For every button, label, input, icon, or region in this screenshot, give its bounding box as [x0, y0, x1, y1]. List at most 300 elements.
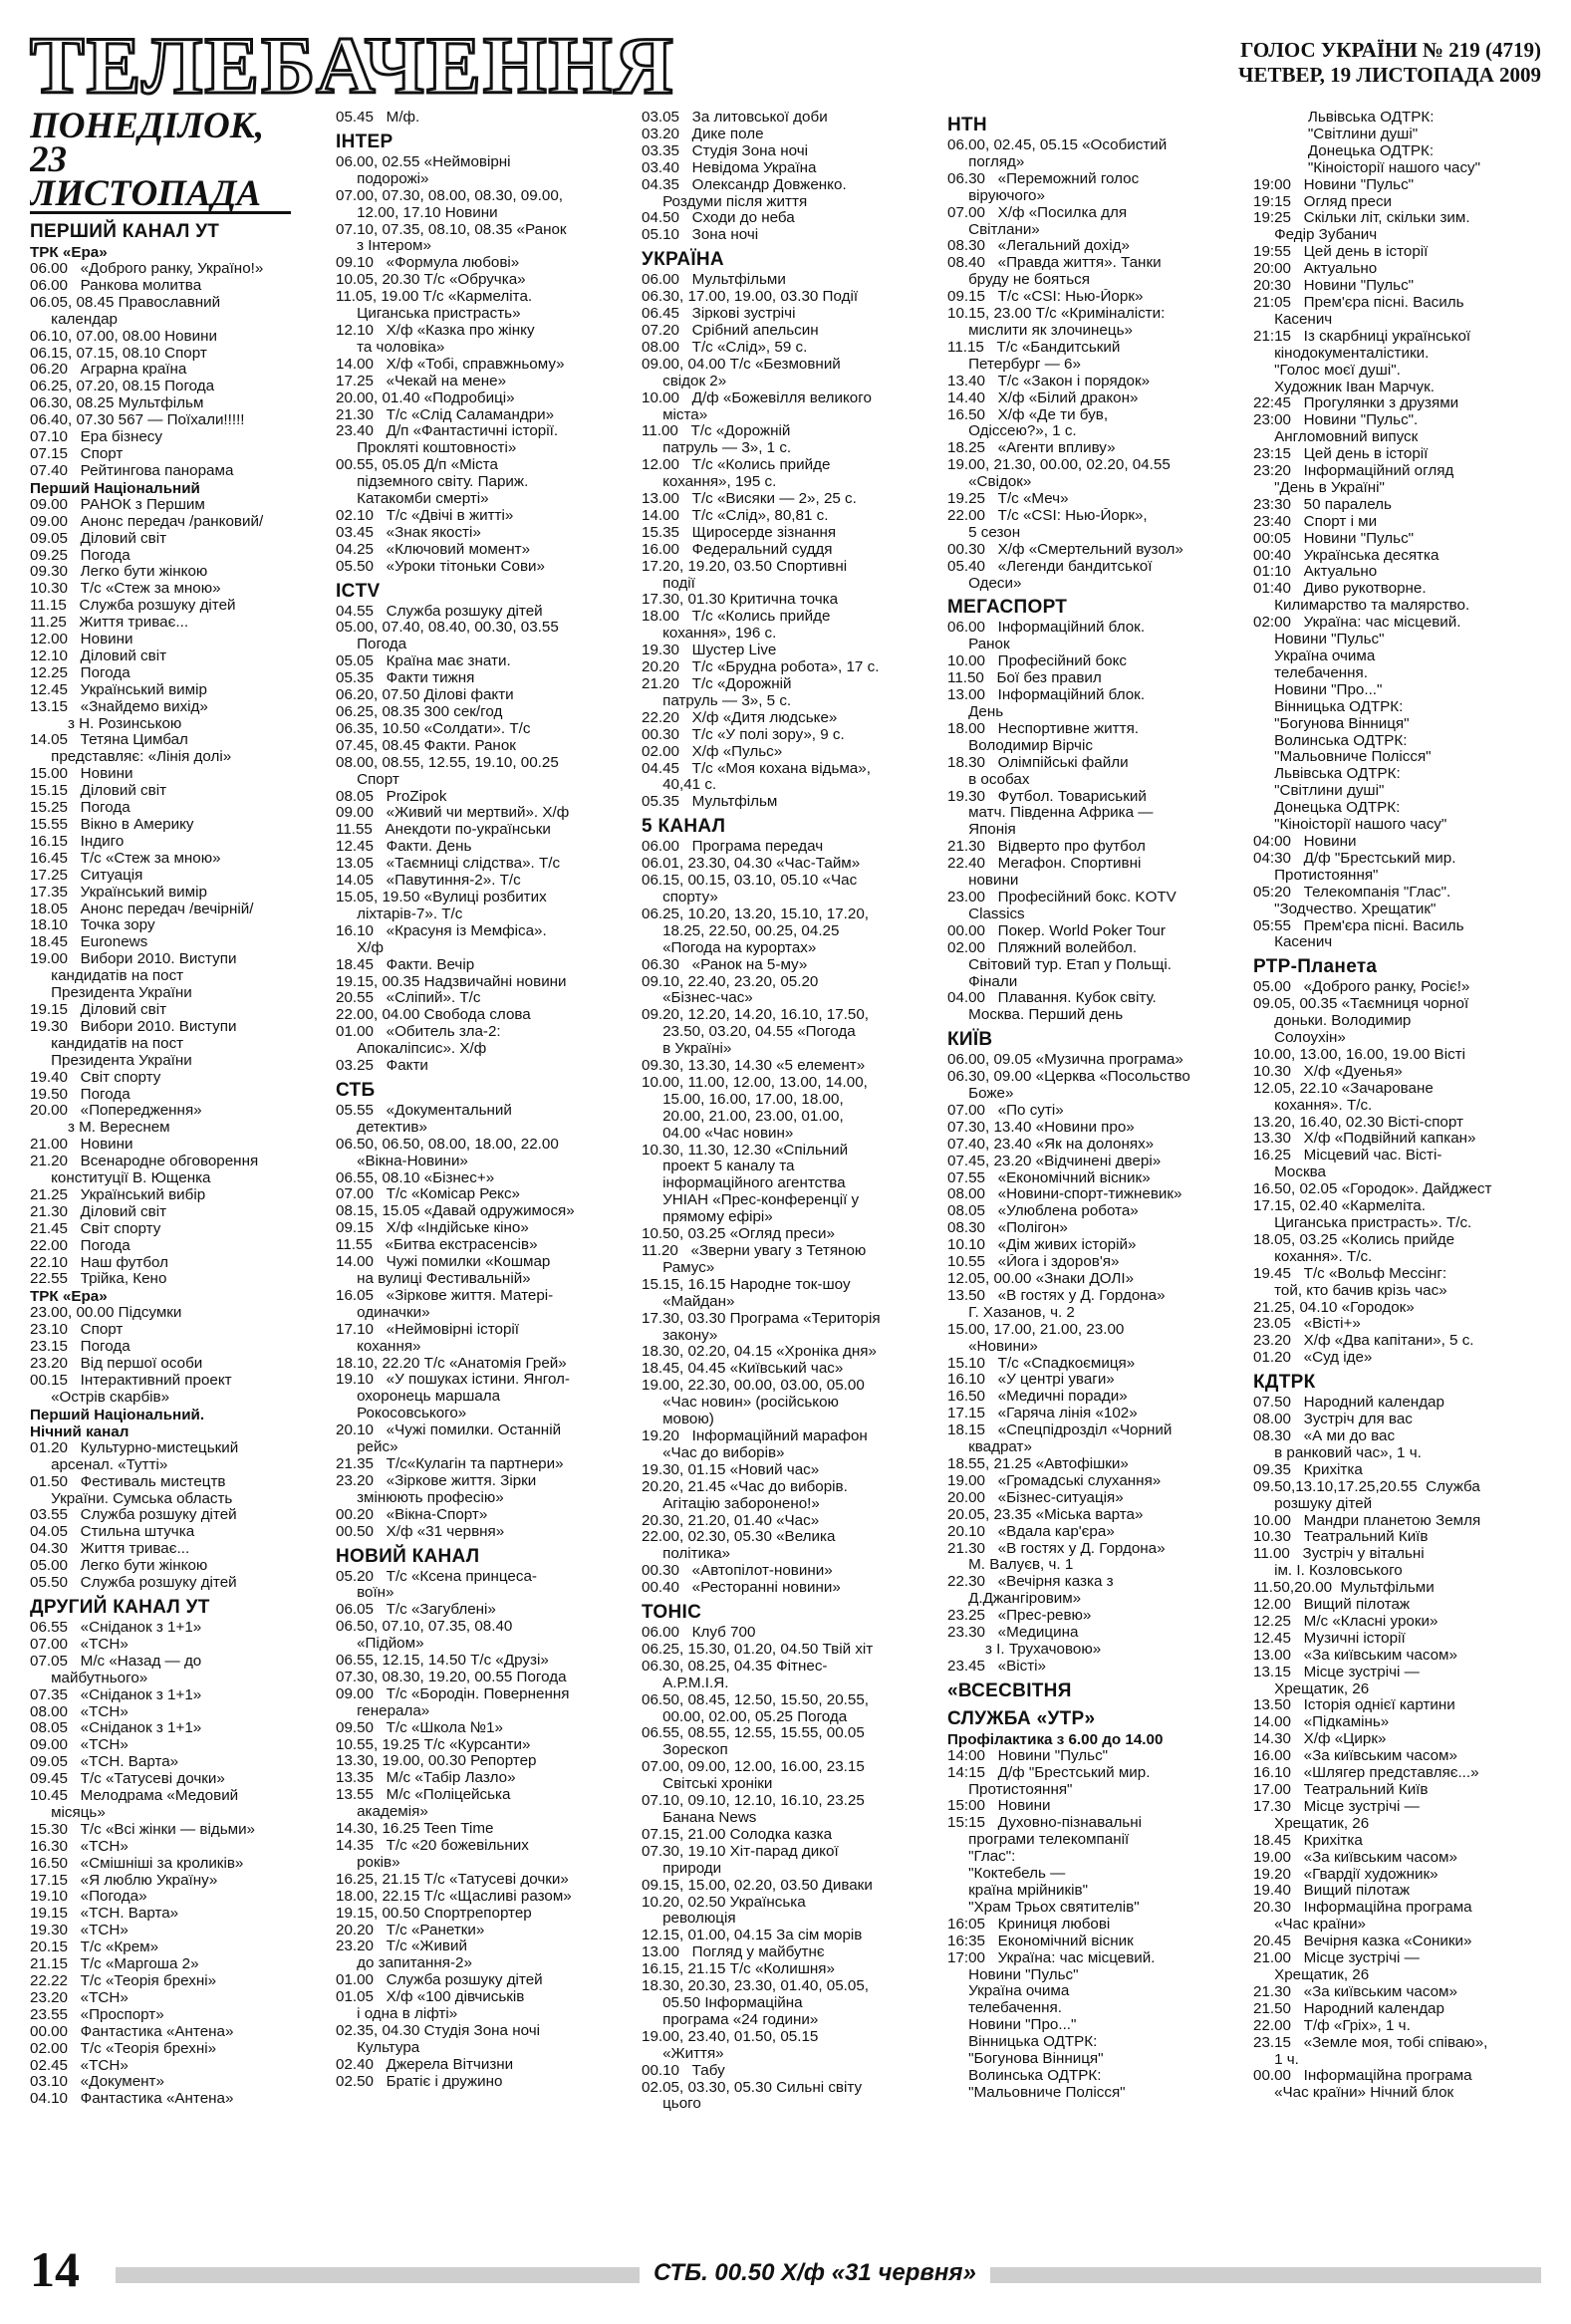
program-line: 22.00 Погода [30, 1237, 131, 1254]
program-line: з Інтером» [336, 238, 431, 255]
issue-date: ЧЕТВЕР, 19 ЛИСТОПАДА 2009 [1238, 63, 1541, 87]
program-line: 15.10 Т/с «Спадкоємиця» [947, 1355, 1136, 1372]
program-line: 07.00 Х/ф «Посилка для [947, 204, 1128, 221]
program-line: 08.30 «Легальний дохід» [947, 238, 1130, 255]
program-line: 12.00, 17.10 Новини [336, 204, 498, 221]
program-line: 10.50, 03.25 «Огляд преси» [642, 1226, 835, 1243]
program-line: 04.10 Фантастика «Антена» [30, 2091, 234, 2108]
program-line: 12.45 Музичні історії [1253, 1630, 1406, 1647]
channel-heading: 5 КАНАЛ [642, 816, 726, 838]
program-line: Львівська ОДТРК: [1253, 110, 1435, 126]
program-line: 00.20 «Вікна-Спорт» [336, 1506, 488, 1523]
program-line: 19.30, 01.15 «Новий час» [642, 1461, 820, 1478]
program-line: 00.00 Фантастика «Антена» [30, 2023, 234, 2040]
program-line: 03.55 Служба розшуку дітей [30, 1507, 237, 1524]
program-line: 20.00, 21.00, 23.00, 01.00, [642, 1108, 844, 1125]
program-line: 05.05 Країна має знати. [336, 653, 511, 670]
program-line: «Погода на курортах» [642, 939, 817, 956]
program-line: 06.01, 23.30, 04.30 «Час-Тайм» [642, 856, 861, 873]
program-line: 12.25 Погода [30, 664, 131, 681]
program-line: 06.45 Зіркові зустрічі [642, 306, 796, 323]
program-line: 01.05 Х/ф «100 дівчиськів [336, 1989, 525, 2006]
program-line: 00.30 Т/с «У полі зору», 9 с. [642, 726, 845, 743]
program-line: 17.25 Ситуація [30, 867, 143, 884]
program-line: «Острів скарбів» [30, 1389, 170, 1406]
program-line: кандидатів на пост [30, 968, 184, 985]
program-line: «Бізнес-час» [642, 990, 753, 1007]
program-line: 09.05 Діловий світ [30, 530, 167, 547]
program-line: 00.00 Інформаційна програма [1253, 2068, 1472, 2085]
program-line: "День в Україні" [1253, 479, 1385, 496]
program-line: 12.00 Новини [30, 632, 133, 648]
program-line: Англомовний випуск [1253, 429, 1419, 446]
program-line: свідок 2» [642, 373, 727, 389]
program-line: 22.00 Т/с «CSI: Нью-Йорк», [947, 507, 1148, 524]
program-line: 19.10 «Погода» [30, 1889, 147, 1906]
program-line: 05.00, 07.40, 08.40, 00.30, 03.55 [336, 620, 559, 637]
program-line: 18.05 Анонс передач /вечірній/ [30, 901, 254, 917]
program-line: програма «24 години» [642, 2011, 819, 2028]
program-line: кохання». Т/с. [1253, 1097, 1373, 1114]
program-line: і одна в ліфті» [336, 2006, 458, 2023]
program-line: кохання», 196 с. [642, 626, 777, 643]
program-line: 21.30 Діловий світ [30, 1203, 167, 1220]
program-line: України. Сумська область [30, 1490, 233, 1507]
program-line: Касенич [1253, 311, 1333, 328]
program-line: Новини "Про..." [1253, 681, 1383, 698]
program-line: 20.10 «Вдала кар'єра» [947, 1523, 1115, 1540]
program-line: "Світлини душі" [1253, 783, 1385, 800]
program-line: майбутнього» [30, 1670, 148, 1686]
program-line: 09.00 Т/с «Бородін. Повернення [336, 1685, 570, 1702]
channel-heading: НТН [947, 115, 987, 135]
program-line: 03.35 Студія Зона ночі [642, 142, 808, 159]
program-line: Світлани» [947, 221, 1040, 238]
program-line: одиначки» [336, 1304, 430, 1321]
program-line: 00:40 Українська десятка [1253, 547, 1440, 564]
program-line: 19.15, 00.35 Надзвичайні новини [336, 973, 567, 990]
program-line: 06.15, 07.15, 08.10 Спорт [30, 345, 207, 362]
program-line: 17:00 Україна: час місцевий. [947, 1949, 1156, 1966]
program-line: 19.00, 23.40, 01.50, 05.15 [642, 2028, 819, 2045]
program-line: 15.35 Щиросерде зізнання [642, 524, 837, 541]
program-line: країна мрійників" [947, 1883, 1089, 1899]
program-line: 19:00 Новини "Пульс" [1253, 176, 1415, 193]
program-line: той, кто бачив крізь час» [1253, 1282, 1447, 1299]
program-line: представляє: «Лінія долі» [30, 749, 232, 766]
section-title: ТЕЛЕБАЧЕННЯ [30, 20, 675, 111]
program-line: 23.05 «Вісті+» [1253, 1316, 1361, 1333]
program-line: 07.45, 08.45 Факти. Ранок [336, 737, 516, 754]
issue-number: ГОЛОС УКРАЇНИ № 219 (4719) [1240, 38, 1541, 62]
program-line: 02.40 Джерела Вітчизни [336, 2056, 514, 2073]
program-line: «Час до виборів» [642, 1444, 785, 1461]
block-heading: Нічний канал [30, 1422, 130, 1440]
program-line: інформаційного агентства [642, 1175, 846, 1192]
program-line: 40,41 с. [642, 777, 717, 794]
program-line: Килимарство та малярство. [1253, 598, 1470, 615]
program-line: 18.05, 03.25 «Колись прийде [1253, 1231, 1455, 1248]
program-line: 06.40, 07.30 567 — Поїхали!!!!! [30, 412, 245, 429]
program-line: ім. І. Козловського [1253, 1563, 1403, 1580]
program-line: 08.30 «А ми до вас [1253, 1427, 1396, 1444]
channel-heading: СТБ [336, 1079, 376, 1101]
program-line: Світовий тур. Етап у Польщі. [947, 956, 1172, 973]
program-line: Хрещатик, 26 [1253, 1966, 1370, 1983]
program-line: 23.50, 03.20, 04.55 «Погода [642, 1024, 856, 1041]
program-line: 23.20 Х/ф «Два капітани», 5 с. [1253, 1333, 1474, 1350]
program-line: 22.55 Трійка, Кено [30, 1271, 167, 1288]
program-line: 01.00 «Обитель зла-2: [336, 1024, 501, 1041]
program-line: 16.15 Індиго [30, 833, 125, 850]
program-line: 12.00 Вищий пілотаж [1253, 1597, 1411, 1614]
program-line: 09.15 Х/ф «Індійське кіно» [336, 1220, 529, 1237]
program-line: 16.50 «Медичні поради» [947, 1389, 1128, 1406]
program-line: 19.40 Світ спорту [30, 1069, 161, 1086]
program-line: 23.20 «Зіркове життя. Зірки [336, 1472, 537, 1489]
program-line: Президента України [30, 1052, 192, 1069]
program-line: 09.50 Т/с «Школа №1» [336, 1719, 503, 1736]
program-line: 15:15 Духовно-пізнавальні [947, 1815, 1142, 1832]
program-line: 11.20 «Зверни увагу з Тетяною [642, 1243, 867, 1259]
program-line: 22.20 Х/ф «Дитя людське» [642, 709, 838, 726]
program-line: з Н. Розинською [30, 715, 182, 732]
program-line: 12.45 Факти. День [336, 839, 472, 856]
program-line: 11.05, 19.00 Т/с «Кармеліта. [336, 289, 533, 306]
program-line: Володимир Вірчіс [947, 737, 1093, 754]
program-line: 23:15 Цей день в історії [1253, 446, 1429, 463]
program-line: охоронець маршала [336, 1389, 501, 1406]
program-line: 07.10, 07.35, 08.10, 08.35 «Ранок [336, 221, 567, 238]
program-line: 19.30 Футбол. Товариський [947, 788, 1147, 805]
program-line: Зорескоп [642, 1742, 728, 1759]
program-line: 17.15, 02.40 «Кармеліта. [1253, 1198, 1426, 1215]
program-line: 15.00 Новини [30, 766, 133, 783]
program-line: 03.20 Дике поле [642, 126, 764, 142]
program-line: 16.00 «За київським часом» [1253, 1748, 1457, 1765]
program-line: 03.05 За литовської доби [642, 110, 828, 126]
program-line: 21.50 Народний календар [1253, 2000, 1444, 2017]
program-line: 19.15 Діловий світ [30, 1001, 167, 1018]
program-line: 18.45 Факти. Вечір [336, 956, 475, 973]
program-line: 15.05, 19.50 «Вулиці розбитих [336, 889, 547, 905]
program-line: "Світлини душі" [1253, 126, 1419, 142]
program-line: 10.30 Х/ф «Дуенья» [1253, 1063, 1403, 1080]
program-line: 18.45 Euronews [30, 934, 148, 951]
program-line: 16.10 «У центрі уваги» [947, 1372, 1115, 1389]
program-line: 19.30 Вибори 2010. Виступи [30, 1018, 237, 1035]
program-line: «Новини» [947, 1338, 1038, 1355]
channel-heading: НОВИЙ КАНАЛ [336, 1545, 480, 1567]
program-line: 06.25, 07.20, 08.15 Погода [30, 379, 215, 395]
program-line: 10.55, 19.25 Т/с «Курсанти» [336, 1736, 531, 1753]
program-line: 06.55, 12.15, 14.50 Т/с «Друзі» [336, 1653, 549, 1670]
program-line: М. Валуєв, ч. 1 [947, 1557, 1074, 1574]
program-line: 16.10 «Красуня із Мемфіса». [336, 922, 547, 939]
program-line: 22:45 Прогулянки з друзями [1253, 395, 1459, 412]
listing-column-2 [336, 110, 597, 2241]
program-line: 09.15 Т/с «CSI: Нью-Йорк» [947, 289, 1144, 306]
program-line: 18.15 «Спецпідрозділ «Чорний [947, 1422, 1173, 1439]
program-line: 07.40, 23.40 «Як на долонях» [947, 1136, 1155, 1153]
program-line: 09.15, 15.00, 02.20, 03.50 Диваки [642, 1877, 873, 1894]
program-line: 21.30 «В гостях у Д. Гордона» [947, 1540, 1166, 1557]
program-line: 06.30, 08.25, 04.35 Фітнес- [642, 1658, 828, 1675]
program-line: Україна очима [947, 1983, 1070, 2000]
program-line: Волинська ОДТРК: [947, 2067, 1102, 2084]
program-line: Вінницька ОДТРК: [947, 2034, 1098, 2051]
program-line: Федір Зубанич [1253, 227, 1378, 244]
program-line: 06.35, 10.50 «Солдати». Т/с [336, 720, 531, 737]
program-line: 08.40 «Правда життя». Танки [947, 255, 1162, 272]
program-line: 17.15 «Я люблю Україну» [30, 1872, 218, 1889]
program-line: "Мальовниче Полісся" [1253, 749, 1432, 766]
program-line: 23.20 Т/с «Живий [336, 1938, 467, 1955]
program-line: 20:00 Актуально [1253, 261, 1378, 278]
program-line: 23.15 Погода [30, 1339, 131, 1356]
program-line: 21.45 Світ спорту [30, 1220, 161, 1237]
program-line: 04:00 Новини [1253, 833, 1357, 850]
program-line: 16:05 Криниця любові [947, 1916, 1111, 1933]
program-line: 19.30 Шустер Live [642, 643, 777, 659]
program-line: Г. Хазанов, ч. 2 [947, 1304, 1075, 1321]
program-line: 15.00, 16.00, 17.00, 18.00, [642, 1091, 844, 1108]
program-line: 01.20 Культурно-мистецький [30, 1439, 239, 1456]
program-line: 20.30, 21.20, 01.40 «Час» [642, 1512, 820, 1529]
listing-column-1 [30, 110, 291, 2241]
program-line: 21.20 Т/с «Дорожній [642, 676, 792, 692]
program-line: Волинська ОДТРК: [1253, 732, 1408, 749]
program-line: 20:30 Новини "Пульс" [1253, 278, 1415, 295]
program-line: Апокаліпсис». Х/ф [336, 1041, 487, 1058]
program-line: Рокосовського» [336, 1406, 467, 1422]
program-line: 11.50 Бої без правил [947, 670, 1102, 687]
program-line: 07.20 Срібний апельсин [642, 322, 819, 339]
program-line: Новини "Про..." [947, 2017, 1077, 2034]
program-line: 16.25 Місцевий час. Вісті- [1253, 1148, 1442, 1164]
program-line: 09.00, 04.00 Т/с «Безмовний [642, 356, 841, 373]
program-line: 18.25 «Агенти впливу» [947, 440, 1116, 457]
program-line: 13.00 «За київським часом» [1253, 1647, 1457, 1664]
program-line: 07.00, 09.00, 12.00, 16.00, 23.15 [642, 1759, 865, 1776]
channel-heading: ТОНІС [642, 1602, 702, 1624]
program-line: 10.30 Т/с «Стеж за мною» [30, 581, 221, 598]
program-line: подорожі» [336, 170, 429, 187]
program-line: "Кіноісторії нашого часу" [1253, 817, 1447, 834]
program-line: 00.30 «Автопілот-новини» [642, 1563, 833, 1580]
program-line: 19:55 Цей день в історії [1253, 244, 1429, 261]
program-line: мовою) [642, 1412, 714, 1428]
program-line: 06.15, 00.15, 03.10, 05.10 «Час [642, 873, 858, 890]
program-line: 14.30 Х/ф «Цирк» [1253, 1731, 1387, 1748]
program-line: 07.15 Спорт [30, 445, 124, 462]
program-line: Солоухін» [1253, 1030, 1346, 1047]
program-line: 18.25, 22.50, 00.25, 04.25 [642, 922, 840, 939]
program-line: 1 ч. [1253, 2051, 1299, 2068]
program-line: 17.35 Український вимір [30, 884, 207, 901]
program-line: 07.45, 23.20 «Відчинені двері» [947, 1153, 1162, 1169]
program-line: 05.50 Інформаційна [642, 1994, 803, 2011]
program-line: 06.00 Програма передач [642, 839, 824, 856]
program-line: 17.30, 03.30 Програма «Територія [642, 1310, 881, 1327]
channel-heading: СЛУЖБА «УТР» [947, 1707, 1096, 1729]
program-line: 17.10 «Неймовірні історії [336, 1321, 520, 1338]
program-line: 23.15 «Земле моя, тобі співаю», [1253, 2034, 1488, 2051]
program-line: 13.55 М/с «Поліцейська [336, 1787, 511, 1804]
program-line: 14.05 Тетяна Цимбал [30, 732, 188, 749]
program-line: 20.00, 01.40 «Подробиці» [336, 389, 515, 406]
channel-heading: УКРАЇНА [642, 249, 724, 271]
program-line: Львівська ОДТРК: [1253, 766, 1401, 783]
program-line: "Богунова Вінниця" [1253, 715, 1410, 732]
program-line: 09.05 «ТСН. Варта» [30, 1754, 179, 1771]
program-line: місяць» [30, 1804, 106, 1821]
program-line: 01.20 «Суд іде» [1253, 1350, 1373, 1367]
program-line: 20.10 «Чужі помилки. Останній [336, 1422, 562, 1439]
program-line: розшуку дітей [1253, 1495, 1373, 1512]
program-line: "Храм Трьох святителів" [947, 1899, 1140, 1916]
program-line: УНІАН «Прес-конференції у [642, 1192, 860, 1209]
program-line: 08.00 «ТСН» [30, 1703, 129, 1720]
program-line: 01.00 Служба розшуку дітей [336, 1972, 543, 1989]
program-line: 22.40 Мегафон. Спортивні [947, 856, 1142, 873]
program-line: "Кіноісторії нашого часу" [1253, 159, 1481, 176]
program-line: кінодокументалістики. [1253, 345, 1430, 362]
program-line: 20.20 Т/с «Ранетки» [336, 1922, 485, 1938]
block-heading: Перший Національний. [30, 1406, 205, 1423]
program-line: 23.20 «ТСН» [30, 1989, 129, 2006]
program-line: 19.20 Інформаційний марафон [642, 1427, 868, 1444]
listing-column-4 [947, 110, 1208, 2241]
program-line: Фінали [947, 973, 1018, 990]
program-line: 22.22 Т/с «Теорія брехні» [30, 1973, 217, 1989]
program-line: 11.50,20.00 Мультфільми [1253, 1580, 1435, 1597]
program-line: 13.15 Місце зустрічі — [1253, 1664, 1420, 1680]
block-heading: ТРК «Ера» [30, 244, 108, 261]
day-heading: ПОНЕДІЛОК, 23 ЛИСТОПАДА [30, 110, 291, 214]
program-line: 11.55 «Битва екстрасенсів» [336, 1237, 538, 1254]
program-line: 18.00 Неспортивне життя. [947, 720, 1140, 737]
program-line: Новини "Пульс" [947, 1966, 1079, 1983]
program-line: 23.10 Спорт [30, 1322, 124, 1339]
program-line: 23.25 «Прес-ревю» [947, 1608, 1092, 1625]
channel-heading: КДТРК [1253, 1372, 1316, 1394]
masthead [30, 20, 1541, 111]
program-line: кохання», 195 с. [642, 474, 777, 491]
program-line: 18.10, 22.20 Т/с «Анатомія Грей» [336, 1355, 567, 1372]
program-line: 19.15, 00.50 Спортрепортер [336, 1905, 532, 1922]
program-line: 23:20 Інформаційний огляд [1253, 463, 1454, 480]
program-line: Роздуми після життя [642, 193, 808, 210]
program-line: 09.25 Погода [30, 547, 131, 564]
program-line: 20.00 «Попередження» [30, 1103, 202, 1120]
program-line: 00.30 Х/ф «Смертельний вузол» [947, 541, 1183, 558]
program-line: 13.15 «Знайдемо вихід» [30, 698, 208, 715]
program-line: 22.00 Т/ф «Гріх», 1 ч. [1253, 2017, 1411, 2034]
program-line: детектив» [336, 1119, 427, 1136]
program-line: патруль — 3», 5 с. [642, 692, 792, 709]
program-line: 13.00 Погляд у майбутнє [642, 1944, 825, 1961]
program-line: 11.55 Анекдоти по-українськи [336, 822, 551, 839]
program-line: проект 5 каналу та [642, 1159, 795, 1175]
program-line: Х/ф [336, 939, 384, 956]
program-line: 18.55, 21.25 «Автофішки» [947, 1455, 1129, 1472]
program-line: 17.25 «Чекай на мене» [336, 373, 507, 389]
program-line: 19.10 «У пошуках істини. Янгол- [336, 1372, 570, 1389]
program-line: 04.35 Олександр Довженко. [642, 176, 847, 193]
program-line: політика» [642, 1546, 730, 1563]
program-line: 18.10 Точка зору [30, 917, 155, 934]
program-line: 06.30, 09.00 «Церква «Посольство [947, 1069, 1190, 1086]
block-heading: ТРК «Ера» [30, 1288, 108, 1306]
tv-listings [30, 110, 1544, 2241]
program-line: Художник Іван Марчук. [1253, 379, 1435, 395]
program-line: 04.00 «Час новин» [642, 1125, 794, 1142]
program-line: 12.05, 00.00 «Знаки ДОЛІ» [947, 1271, 1135, 1287]
program-line: мислити як злочинець» [947, 322, 1133, 339]
program-line: 23.20 Від першої особи [30, 1356, 203, 1373]
program-line: 21:05 Прем'єра пісні. Василь [1253, 294, 1464, 311]
program-line: 18.45, 04.45 «Київський час» [642, 1361, 844, 1378]
program-line: 16.30 «ТСН» [30, 1838, 129, 1855]
program-line: 05.00 «Доброго ранку, Росіє!» [1253, 979, 1470, 996]
program-line: 12.10 Діловий світ [30, 647, 167, 664]
program-line: 13.50 «В гостях у Д. Гордона» [947, 1287, 1166, 1304]
program-line: 10.00, 13.00, 16.00, 19.00 Вісті [1253, 1046, 1465, 1063]
program-line: 15.25 Погода [30, 800, 131, 817]
program-line: 02:00 Україна: час місцевий. [1253, 615, 1461, 632]
program-line: Москва. Перший день [947, 1007, 1124, 1024]
program-line: Вінницька ОДТРК: [1253, 698, 1404, 715]
program-line: 17.15 «Гаряча лінія «102» [947, 1406, 1138, 1422]
program-line: 08.05 «Сніданок з 1+1» [30, 1720, 202, 1737]
program-line: "Мальовниче Полісся" [947, 2084, 1126, 2101]
program-line: 11.15 Т/с «Бандитський [947, 339, 1121, 356]
program-line: 09.00 «ТСН» [30, 1737, 129, 1754]
program-line: квадрат» [947, 1439, 1032, 1456]
program-line: 23:00 Новини "Пульс". [1253, 412, 1419, 429]
issue-info [1238, 38, 1541, 88]
program-line: 02.00 Пляжний волейбол. [947, 939, 1138, 956]
program-line: закону» [642, 1327, 718, 1344]
program-line: 04.45 Т/с «Моя кохана відьма», [642, 760, 871, 777]
program-line: 23:40 Спорт і ми [1253, 513, 1378, 530]
program-line: цього [642, 2096, 701, 2113]
program-line: 07.10 Ера бізнесу [30, 429, 162, 446]
program-line: 12.00 Т/с «Колись прийде [642, 457, 831, 474]
program-line: 23.45 «Вісті» [947, 1658, 1046, 1675]
program-line: новини [947, 873, 1019, 890]
program-line: 21.00 Місце зустрічі — [1253, 1950, 1420, 1967]
program-line: 06.00, 09.05 «Музична програма» [947, 1052, 1183, 1069]
program-line: Погода [336, 637, 407, 653]
program-line: 18.00 Т/с «Колись прийде [642, 609, 831, 626]
program-line: Циганська пристрасть». Т/с. [1253, 1215, 1472, 1231]
program-line: 13.50 Історія однієї картини [1253, 1697, 1455, 1714]
program-line: 22.10 Наш футбол [30, 1254, 169, 1271]
program-line: генерала» [336, 1702, 430, 1719]
program-line: 04.05 Стильна штучка [30, 1524, 195, 1541]
program-line: Донецька ОДТРК: [1253, 142, 1435, 159]
program-line: революція [642, 1911, 736, 1928]
program-line: 07.30, 13.40 «Новини про» [947, 1119, 1135, 1136]
program-line: 19.00 «Громадські слухання» [947, 1472, 1162, 1489]
program-line: 13.35 М/с «Табір Лазло» [336, 1770, 516, 1787]
program-line: «Майдан» [642, 1293, 735, 1310]
program-line: «Час країни» Нічний блок [1253, 2085, 1454, 2102]
program-line: Новини "Пульс" [1253, 632, 1385, 648]
program-line: 14.40 Х/ф «Білий дракон» [947, 389, 1139, 406]
